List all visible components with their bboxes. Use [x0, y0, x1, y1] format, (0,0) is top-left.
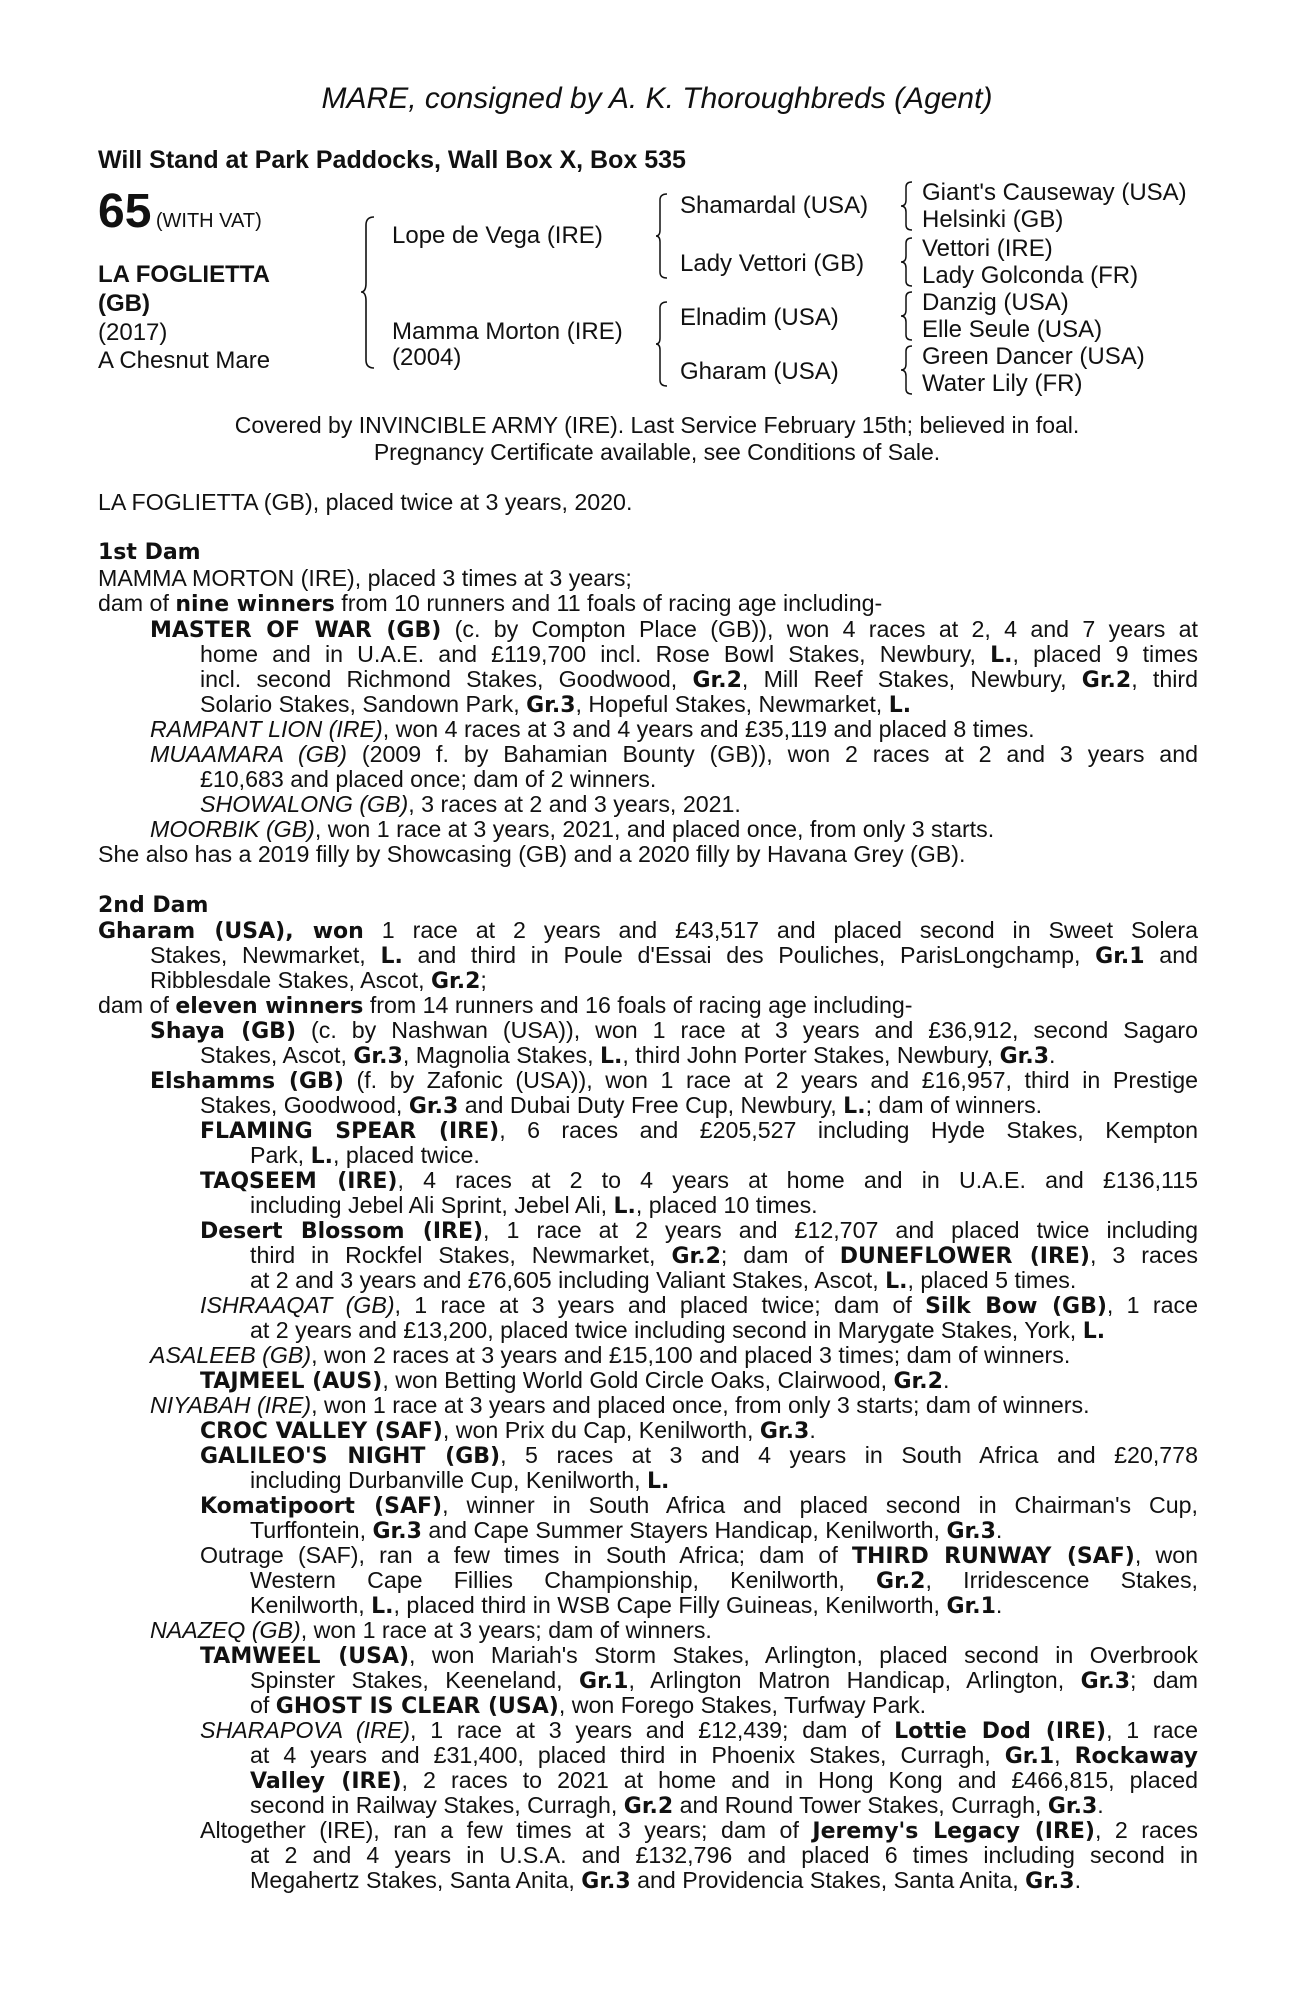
- progeny-line: [250, 1318, 1105, 1345]
- progeny-line: [150, 1343, 1070, 1369]
- pedigree-brace-1: [360, 215, 380, 370]
- text-run: DUNEFLOWER (IRE): [839, 1244, 1090, 1269]
- text-run: , won: [285, 919, 364, 944]
- progeny-line: [250, 1668, 1198, 1695]
- text-run: (2009 f. by Bahamian Bounty (GB)), won 2 races at 2 and 3 years and: [346, 741, 1198, 767]
- text-run: , placed 10 times.: [635, 1192, 818, 1218]
- horse-country: (GB): [98, 290, 150, 317]
- text-run: Gr.3: [408, 1094, 459, 1119]
- progeny-line: [200, 1293, 1198, 1320]
- progeny-line: £10,683 and placed once; dam of 2 winners.: [200, 766, 657, 792]
- text-run: Gr.3: [946, 1519, 996, 1544]
- text-run: Stakes, Ascot,: [200, 1042, 354, 1068]
- text-run: TAMWEEL (USA): [200, 1644, 410, 1669]
- text-run: , 4 races at 2 to 4 years at home and in U.A.E. and £136,115: [397, 1167, 1198, 1193]
- text-run: L.: [310, 1144, 333, 1169]
- text-run: Gr.2: [671, 1244, 721, 1269]
- text-run: incl. second Richmond Stakes, Goodwood,: [200, 666, 693, 692]
- text-run: , Irridescence Stakes,: [925, 1567, 1198, 1593]
- pedigree-sire-dam: Lady Vettori (GB): [680, 250, 865, 277]
- text-run: from 10 runners and 11 foals of racing age including-: [334, 590, 883, 616]
- text-run: 1 race at 2 years and £43,517 and placed second in Sweet Solera: [363, 917, 1198, 943]
- pedigree-ds-sire: Danzig (USA): [922, 289, 1069, 316]
- progeny-line: [150, 742, 1198, 768]
- text-run: including Jebel Ali Sprint, Jebel Ali,: [250, 1192, 614, 1218]
- text-run: RAMPANT LION (IRE): [150, 716, 383, 742]
- text-run: FLAMING SPEAR (IRE): [200, 1119, 500, 1144]
- text-run: , 1 race at 3 years and placed twice; dam of: [394, 1292, 926, 1318]
- text-run: Gr.2: [876, 1569, 926, 1594]
- progeny-line: [150, 1018, 1198, 1045]
- progeny-line: [200, 667, 1198, 694]
- text-run: at 2 years and £13,200, placed twice including second in Marygate Stakes, York,: [250, 1317, 1083, 1343]
- text-run: THIRD RUNWAY (SAF): [851, 1544, 1135, 1569]
- text-run: second in Railway Stakes, Curragh,: [250, 1792, 624, 1818]
- text-run: (c. by Compton Place (GB)), won 4 races at 2, 4 and 7 years at: [441, 616, 1198, 642]
- text-run: dam of: [98, 590, 176, 616]
- text-run: Gr.3: [1080, 1669, 1130, 1694]
- text-run: NIYABAH (IRE): [150, 1392, 312, 1418]
- pedigree-dam-dam: Gharam (USA): [680, 358, 839, 385]
- text-run: NAAZEQ (GB): [150, 1617, 301, 1643]
- text-run: .: [1049, 1042, 1056, 1068]
- text-run: , 1 race at 3 years and £12,439; dam of: [410, 1717, 895, 1743]
- progeny-line: [200, 1493, 1198, 1520]
- progeny-line: [250, 1243, 1198, 1270]
- text-run: .: [942, 1367, 950, 1393]
- text-run: Solario Stakes, Sandown Park,: [200, 691, 527, 717]
- progeny-line: [200, 1418, 816, 1445]
- text-run: Gr.3: [1047, 1794, 1098, 1819]
- progeny-line: [250, 1768, 1198, 1795]
- text-run: ,: [1054, 1742, 1075, 1768]
- text-run: , 3 races at 2 and 3 years, 2021.: [408, 791, 741, 817]
- text-run: L.: [888, 693, 912, 718]
- text-run: MOORBIK (GB): [150, 816, 315, 842]
- text-run: .: [1074, 1867, 1082, 1893]
- text-run: SHARAPOVA (IRE): [200, 1717, 411, 1743]
- text-run: , won 1 race at 3 years; dam of winners.: [300, 1617, 712, 1643]
- progeny-line: [250, 1193, 818, 1220]
- progeny-line: [200, 1168, 1198, 1195]
- text-run: eleven winners: [175, 994, 364, 1019]
- progeny-line: [250, 1593, 1002, 1620]
- pedigree-dam: Mamma Morton (IRE): [392, 318, 623, 345]
- text-run: and Round Tower Stakes, Curragh,: [673, 1792, 1048, 1818]
- text-run: Gr.3: [372, 1519, 422, 1544]
- progeny-line: [250, 1793, 1104, 1820]
- text-run: L.: [613, 1194, 636, 1219]
- text-run: , 1 race at 2 years and £12,707 and placed twice including: [483, 1217, 1198, 1243]
- progeny-line: [150, 617, 1198, 644]
- progeny-line: [200, 692, 911, 719]
- text-run: Shaya (GB): [150, 1019, 297, 1044]
- text-run: , Hopeful Stakes, Newmarket,: [575, 691, 889, 717]
- text-run: Ribblesdale Stakes, Ascot,: [150, 967, 431, 993]
- also-line: She also has a 2019 filly by Showcasing (GB) and a 2020 filly by Havana Grey (GB).: [98, 841, 966, 867]
- lot-number: [98, 184, 262, 239]
- progeny-line: [200, 1368, 949, 1395]
- second-dam-line: [98, 918, 1198, 945]
- horse-record: LA FOGLIETTA (GB), placed twice at 3 years, 2020.: [98, 489, 633, 515]
- text-run: Gr.3: [999, 1044, 1050, 1069]
- text-run: (f. by Zafonic (USA)), won 1 race at 2 years and £16,957, third in Prestige: [343, 1067, 1198, 1093]
- pedigree-brace-3: [655, 300, 671, 390]
- text-run: , 2 races: [1094, 1817, 1198, 1843]
- lot-number-value: 65: [98, 185, 152, 238]
- text-run: , third John Porter Stakes, Newbury,: [622, 1042, 1000, 1068]
- text-run: from 14 runners and 16 foals of racing age including-: [363, 992, 913, 1018]
- text-run: ASALEEB (GB): [150, 1342, 312, 1368]
- second-dam-heading: 2nd Dam: [98, 893, 209, 918]
- text-run: Altogether (IRE), ran a few times at 3 years; dam of: [200, 1817, 813, 1843]
- text-run: Gr.3: [353, 1044, 403, 1069]
- text-run: Gr.2: [430, 969, 481, 994]
- second-dam-line: [150, 968, 487, 995]
- progeny-line: [250, 1268, 1076, 1295]
- text-run: at 2 and 4 years in U.S.A. and £132,796 and placed 6 times including second in: [250, 1842, 1198, 1868]
- text-run: Gr.1: [1004, 1744, 1055, 1769]
- text-run: of: [250, 1692, 276, 1718]
- text-run: , won 4 races at 3 and 4 years and £35,119 and placed 8 times.: [382, 716, 1035, 742]
- text-run: , won Mariah's Storm Stakes, Arlington, placed second in Overbrook: [409, 1642, 1198, 1668]
- text-run: ISHRAAQAT (GB): [200, 1292, 395, 1318]
- pedigree-dam-year: (2004): [392, 344, 462, 371]
- progeny-line: [200, 1818, 1198, 1845]
- text-run: Gr.2: [1081, 668, 1132, 693]
- pedigree-sire-sire: Shamardal (USA): [680, 192, 869, 219]
- text-run: Gr.3: [1025, 1869, 1075, 1894]
- text-run: Gr.1: [579, 1669, 629, 1694]
- text-run: , placed third in WSB Cape Filly Guineas, Kenilworth,: [393, 1592, 947, 1618]
- text-run: at 2 and 3 years and £76,605 including Valiant Stakes, Ascot,: [250, 1267, 886, 1293]
- text-run: , 1 race: [1106, 1292, 1198, 1318]
- pedigree-ds-dam: Elle Seule (USA): [922, 316, 1103, 343]
- text-run: Elshamms (GB): [150, 1069, 344, 1094]
- text-run: , Arlington Matron Handicap, Arlington,: [628, 1667, 1081, 1693]
- progeny-line: [200, 1118, 1198, 1145]
- text-run: , winner in South Africa and placed second in Chairman's Cup,: [442, 1492, 1198, 1518]
- progeny-line: [250, 1868, 1081, 1895]
- text-run: Gr.2: [692, 668, 742, 693]
- pedigree-dd-sire: Green Dancer (USA): [922, 343, 1145, 370]
- progeny-line: [250, 1568, 1198, 1595]
- progeny-line: [250, 1468, 669, 1495]
- text-run: Spinster Stakes, Keeneland,: [250, 1667, 580, 1693]
- text-run: MASTER OF WAR (GB): [150, 618, 442, 643]
- text-run: , placed 5 times.: [907, 1267, 1077, 1293]
- text-run: , won 2 races at 3 years and £15,100 and placed 3 times; dam of winners.: [311, 1342, 1071, 1368]
- progeny-line: [250, 1843, 1198, 1869]
- pedigree-brace-6: [900, 290, 916, 342]
- text-run: MUAAMARA (GB): [150, 741, 347, 767]
- text-run: Kenilworth,: [250, 1592, 372, 1618]
- pedigree-ss-dam: Helsinki (GB): [922, 206, 1064, 233]
- text-run: , 6 races and £205,527 including Hyde Stakes, Kempton: [499, 1117, 1198, 1143]
- text-run: Outrage (SAF), ran a few times in South Africa; dam of: [200, 1542, 852, 1568]
- text-run: Silk Bow (GB): [925, 1294, 1107, 1319]
- progeny-line: [150, 717, 1035, 743]
- text-run: Stakes, Goodwood,: [200, 1092, 409, 1118]
- text-run: .: [995, 1517, 1003, 1543]
- progeny-line: [150, 1618, 712, 1644]
- text-run: , won 1 race at 3 years, 2021, and placed once, from only 3 starts.: [314, 816, 995, 842]
- text-run: Gr.2: [623, 1794, 674, 1819]
- progeny-line: [200, 1218, 1198, 1245]
- text-run: Gr.1: [946, 1594, 996, 1619]
- first-dam-heading: 1st Dam: [98, 540, 201, 565]
- text-run: , placed twice.: [332, 1142, 480, 1168]
- progeny-line: [200, 1718, 1198, 1745]
- first-dam-line: MAMMA MORTON (IRE), placed 3 times at 3 years;: [98, 565, 632, 591]
- text-run: , 3 races: [1089, 1242, 1198, 1268]
- text-run: SHOWALONG (GB): [200, 791, 409, 817]
- text-run: Valley (IRE): [250, 1769, 402, 1794]
- text-run: Megahertz Stakes, Santa Anita,: [250, 1867, 582, 1893]
- text-run: including Durbanville Cup, Kenilworth,: [250, 1467, 647, 1493]
- text-run: Turffontein,: [250, 1517, 373, 1543]
- text-run: TAJMEEL (AUS): [200, 1369, 383, 1394]
- text-run: TAQSEEM (IRE): [200, 1169, 398, 1194]
- text-run: and Providencia Stakes, Santa Anita,: [630, 1867, 1026, 1893]
- text-run: and Dubai Duty Free Cup, Newbury,: [458, 1092, 844, 1118]
- text-run: , won Prix du Cap, Kenilworth,: [442, 1417, 760, 1443]
- text-run: Gr.1: [1095, 944, 1145, 969]
- text-run: ; dam of winners.: [865, 1092, 1043, 1118]
- text-run: , 5 races at 3 and 4 years in South Africa and £20,778: [500, 1442, 1198, 1468]
- second-dam-line: [150, 943, 1198, 970]
- progeny-line: [200, 792, 741, 818]
- text-run: Gr.2: [893, 1369, 943, 1394]
- text-run: ;: [480, 967, 487, 993]
- progeny-line: [200, 1043, 1055, 1070]
- text-run: L.: [646, 1469, 670, 1494]
- pedigree-dam-sire: Elnadim (USA): [680, 304, 839, 331]
- text-run: and Cape Summer Stayers Handicap, Kenilworth,: [421, 1517, 947, 1543]
- text-run: Komatipoort (SAF): [200, 1494, 443, 1519]
- text-run: , third: [1131, 666, 1198, 692]
- text-run: Gr.3: [526, 693, 576, 718]
- text-run: ; dam: [1130, 1667, 1198, 1693]
- progeny-line: [250, 1518, 1002, 1545]
- progeny-line: [200, 1443, 1198, 1470]
- text-run: .: [1097, 1792, 1104, 1818]
- pedigree-brace-5: [900, 236, 916, 288]
- stand-location: Will Stand at Park Paddocks, Wall Box X, Box 535: [98, 146, 686, 174]
- text-run: L.: [843, 1094, 866, 1119]
- progeny-line: [200, 1093, 1042, 1120]
- pedigree-brace-2: [655, 192, 671, 282]
- text-run: ; dam of: [720, 1242, 840, 1268]
- pedigree-brace-7: [900, 344, 916, 396]
- progeny-line: [150, 817, 994, 843]
- progeny-line: [150, 1068, 1198, 1095]
- pedigree-sd-dam: Lady Golconda (FR): [922, 262, 1139, 289]
- covered-line-1: Covered by INVINCIBLE ARMY (IRE). Last Service February 15th; believed in foal.: [234, 412, 1080, 438]
- text-run: at 4 years and £31,400, placed third in Phoenix Stakes, Curragh,: [250, 1742, 1005, 1768]
- horse-name: LA FOGLIETTA: [98, 261, 270, 288]
- text-run: (c. by Nashwan (USA)), won 1 race at 3 years and £36,912, second Sagaro: [296, 1017, 1198, 1043]
- text-run: , won Betting World Gold Circle Oaks, Clairwood,: [382, 1367, 894, 1393]
- first-dam-produce-line: [98, 591, 882, 618]
- progeny-line: [250, 1743, 1198, 1770]
- text-run: L.: [990, 643, 1013, 668]
- text-run: , won Forego Stakes, Turfway Park.: [558, 1692, 927, 1718]
- text-run: L.: [1082, 1319, 1106, 1344]
- text-run: L.: [600, 1044, 623, 1069]
- text-run: Desert Blossom (IRE): [200, 1219, 484, 1244]
- text-run: dam of: [98, 992, 176, 1018]
- text-run: .: [995, 1592, 1003, 1618]
- text-run: , 2 races to 2021 at home and in Hong Kong and £466,815, placed: [401, 1767, 1198, 1793]
- text-run: home and in U.A.E. and £119,700 incl. Rose Bowl Stakes, Newbury,: [200, 641, 991, 667]
- page-title: MARE, consigned by A. K. Thoroughbreds (Agent): [321, 82, 993, 115]
- text-run: Gr.3: [759, 1419, 810, 1444]
- text-run: , Magnolia Stakes,: [402, 1042, 601, 1068]
- covered-line-2: Pregnancy Certificate available, see Conditions of Sale.: [373, 439, 941, 465]
- progeny-line: [150, 1393, 1090, 1419]
- text-run: Lottie Dod (IRE): [894, 1719, 1107, 1744]
- progeny-line: [250, 1693, 926, 1720]
- text-run: L.: [885, 1269, 908, 1294]
- text-run: and: [1144, 942, 1198, 968]
- pedigree-dd-dam: Water Lily (FR): [922, 370, 1083, 397]
- text-run: Gharam (USA): [98, 919, 286, 944]
- text-run: Jeremy's Legacy (IRE): [812, 1819, 1095, 1844]
- text-run: .: [809, 1417, 816, 1443]
- text-run: and third in Poule d'Essai des Pouliches, ParisLongchamp,: [402, 942, 1096, 968]
- text-run: Western Cape Fillies Championship, Kenilworth,: [250, 1567, 877, 1593]
- progeny-line: [200, 1643, 1198, 1670]
- text-run: CROC VALLEY (SAF): [200, 1419, 443, 1444]
- text-run: Gr.3: [581, 1869, 631, 1894]
- pedigree-sd-sire: Vettori (IRE): [922, 235, 1053, 262]
- progeny-line: [250, 1143, 480, 1170]
- text-run: nine winners: [175, 592, 335, 617]
- text-run: L.: [380, 944, 403, 969]
- horse-year: (2017): [98, 319, 168, 346]
- pedigree-ss-sire: Giant's Causeway (USA): [922, 179, 1187, 206]
- text-run: Park,: [250, 1142, 311, 1168]
- vat-label: (WITH VAT): [155, 210, 262, 232]
- pedigree-brace-4: [900, 180, 916, 232]
- text-run: Rockaway: [1074, 1744, 1198, 1769]
- text-run: GHOST IS CLEAR (USA): [275, 1694, 559, 1719]
- text-run: L.: [371, 1594, 394, 1619]
- second-dam-produce-line: [98, 993, 912, 1020]
- text-run: GALILEO'S NIGHT (GB): [200, 1444, 501, 1469]
- text-run: , Mill Reef Stakes, Newbury,: [741, 666, 1082, 692]
- text-run: third in Rockfel Stakes, Newmarket,: [250, 1242, 672, 1268]
- progeny-line: [200, 642, 1198, 669]
- pedigree-sire: Lope de Vega (IRE): [392, 222, 603, 249]
- horse-description: A Chesnut Mare: [98, 347, 271, 374]
- text-run: , placed 9 times: [1012, 641, 1198, 667]
- text-run: , won 1 race at 3 years and placed once, from only 3 starts; dam of winners.: [311, 1392, 1090, 1418]
- text-run: , won: [1134, 1542, 1198, 1568]
- text-run: Stakes, Newmarket,: [150, 942, 381, 968]
- text-run: , 1 race: [1106, 1717, 1198, 1743]
- progeny-line: [200, 1543, 1198, 1570]
